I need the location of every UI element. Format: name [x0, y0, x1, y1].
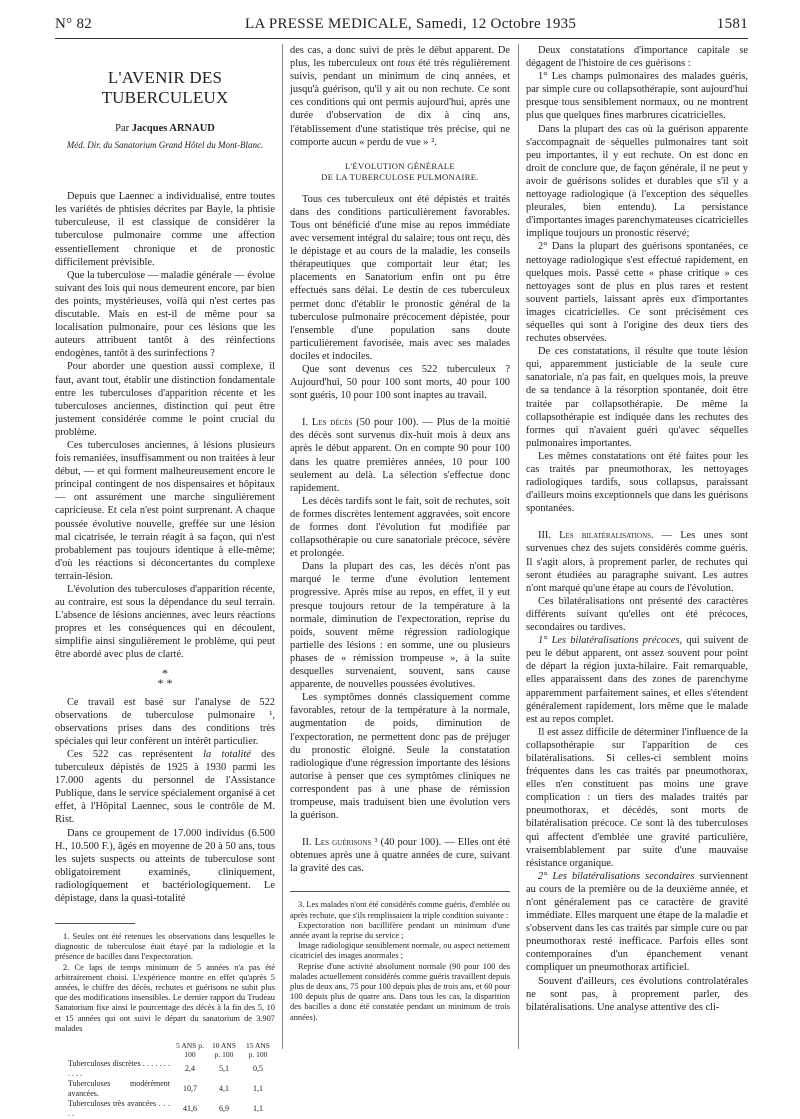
paragraph: Dans la plupart des cas où la guérison apparente s'accompagnait de séquelles pulmonaires tant soit peu importantes, il y eut rechute. On est donc en droit de conclure que, de façon générale, il ne peut y avoir de guérisons solides et durables que s'il y a nettoyage radiologique (à l'exception des séquelles pleurales, bien entendu). La persistance d'importantes images parenchymateuses cicatricielles implique toujours un pronostic réservé;: [526, 123, 749, 240]
paragraph: I. Les décès (50 pour 100). — Plus de la moitié des décès sont survenus dix-huit mois à deux ans après le début apparent. On en compte 90 pour 100 dans les quatre premières années, 10 pour 100 seulement au delà. La sélection s'effectue donc rapidement.: [290, 417, 510, 494]
author-affiliation: Méd. Dir. du Sanatorium Grand Hôtel du Mont-Blanc.: [66, 140, 264, 151]
footnote-3a: Expectoration non bacillifère pendant un minimum d'une année avant la reprise du service ;: [290, 920, 510, 941]
table-header: 15 ANS p. 100: [246, 1041, 270, 1059]
table-row: Tuberculoses très avancées . . . . . 41,6 6,9 1,1: [68, 1099, 263, 1119]
paragraph: Tous ces tuberculeux ont été dépistés et traités dans des conditions particulièrement favorables. Tous ont bénéficié d'une mise au repos immédiate avec versement intégral du salaire; tous ont reçu, dès le dépistage et au cours de la maladie, les conseils thérapeutiques que comportait leur état; les placements en Sanatorium enfin ont pu être effectués sans délai. Le destin de ces tuberculeux permet donc d'établir le pronostic général de la tuberculose pulmonaire précocement dépistée, pour l'ensemble d'une population sans doute particulièrement favorisée, mais avec ses malades dociles et indociles.: [290, 193, 510, 362]
paragraph: Il est assez difficile de déterminer l'influence de la collapsothérapie sur l'apparition de ces bilatéralisations. Si celles-ci semblent moins fréquentes dans les cas traités par pneumothorax, elles n'en constituent pas moins une grave complication : un tiers des malades traités par pneumothorax, et décédés, sont morts de bilatéralisation précoce. Ce sont là des tuberculoses qui affectent d'emblée une gravité particulière, vraisemblablement par suite d'une mauvaise résistance organique.: [526, 726, 748, 869]
paragraph: Ce travail est basé sur l'analyse de 522 observations de tuberculose pulmonaire ¹, observations prises dans des conditions très spéciales qui leur confèrent un intérêt particulier.: [55, 696, 275, 747]
footnotes: [290, 900, 510, 1022]
paragraph: 2° Les bilatéralisations secondaires surviennent au cours de la première ou de la deuxième année, et n'ont généralement pas ce caractère de gravité immédiate. Elles marquent une étape de la maladie et s'observent dans les cas traités par simple cure ou par pneumothorax resté inefficace. Parfois elles sont contemporaines d'un épanchement venant compliquer un pneumothorax artificiel.: [526, 870, 749, 974]
footnote-3b: Image radiologique sensiblement normale, ou aspect nettement cicatriciel des images anormales ;: [290, 941, 510, 961]
footnote-3: 3. Les malades n'ont été considérés comme guéris, d'emblée ou après rechute, que s'ils remplissaient la triple condition suivante :: [290, 900, 510, 920]
paragraph: Souvent d'ailleurs, ces évolutions controlatérales ne sont pas, à proprement parler, des bilatéralisations. Une analyse attentive des cli-: [526, 975, 748, 1013]
page-number: 1581: [716, 16, 748, 32]
footnote-rule: [290, 891, 510, 892]
paragraph: Ces tuberculoses anciennes, à lésions plusieurs fois remaniées, insuffisamment ou non traitées à leur début, — et qui forment malheureusement encore le principal contingent de nos dispensaires et hôpitaux — ont assurément une marche singulièrement capricieuse. Et cela n'est point surprenant. A chaque poussée évolutive nouvelle, greffée sur une lésion mal cicatrisée, le terrain réagit à sa façon, qui n'est probablement pas toujours identique à elle-même; d'où les réactions si déconcertantes du complexe terrain-lésion.: [55, 439, 275, 582]
table-header: 10 ANS p. 100: [212, 1041, 236, 1059]
paragraph: Ces 522 cas représentent la totalité des tuberculeux dépistés de 1925 à 1930 parmi les 17.000 agents du personnel de l'Assistance Publique, dans le service spécialement organisé à cet effet, à l'Hôpital Laennec, sous le contrôle de M. Rist.: [55, 748, 276, 826]
paragraph: Ces bilatéralisations ont présenté des caractères différents suivant qu'elles ont été précoces, secondaires ou tardives.: [526, 595, 748, 634]
footnotes: [55, 932, 275, 1119]
footnote-rule: [55, 923, 135, 924]
paragraph: 1° Les champs pulmonaires des malades guéris, par simple cure ou collapsothérapie, sont aujourd'hui presque tous sensiblement normaux, ou ne montrent plus que quelques fines marbrures cicatricielles.: [526, 71, 748, 122]
column-3: [526, 44, 748, 1014]
footnote-2: 2. Ce laps de temps minimum de 5 années n'a pas été arbitrairement choisi. L'expérience montre en effet qu'après 5 années, le chiffre des décès, rechutes et guérisons ne subit plus que des modifications insensibles. Le dernier rapport du Trudeau Sanatorium fixe ainsi le pourcentage des décès à la fin des 5, 10 et 15 années qui ont suivi le départ du sanatorium de 3.907 malades: [55, 962, 275, 1033]
paragraph: Dans la plupart des cas, les décès n'ont pas marqué le terme d'une évolution lentement progressive. Après mise au repos, en effet, il y eut presque toujours retour de la température à la normale, diminution de l'expectoration, reprise du poids, souvent même régression radiologique partielle des lésions : en somme, une ou plusieurs phases de « rémission trompeuse », à la suite desquelles survenaient, souvent, sans cause apparente, de nouvelles poussées évolutives.: [290, 561, 510, 691]
paragraph: Depuis que Laennec a individualisé, entre toutes les variétés de phtisies décrites par Bayle, la phtisie tuberculeuse, il est classique de considérer la tuberculose pulmonaire comme une affection essentiellement chronique et de pronostic difficilement prévisible.: [55, 191, 275, 268]
paragraph: De ces constatations, il résulte que toute lésion qui, apparemment justiciable de la seule cure sanatoriale, n'a pas fait, en quelques mois, la preuve de sa tendance à la résorption spontanée, doit être traitée par collapsothérapie. De même la collapsothérapie est indiquée dans les rechutes des formes qui n'avaient guéri qu'avec séquelles pulmonaires importantes.: [526, 346, 748, 449]
footnote-3c: Reprise d'une activité absolument normale (90 pour 100 des malades actuellement considérés comme guéris travaillent depuis plus de deux ans, 75 pour 100 depuis plus de trois ans, et 60 pour 100 depuis plus de quatre ans. Dans tous les cas, la disparition des bacilles a donc été constatée pendant un minimum de trois années).: [290, 961, 510, 1022]
paragraph: Les symptômes donnés classiquement comme favorables, retour de la température à la normale, augmentation de poids, diminution de l'expectoration, ne permettent donc pas de préjuger du pronostic éloigné. Seule la constatation radiologique d'une régression importante des lésions autorise à penser que ces symptômes cliniques ne correspondent pas à une phase de rémission trompeuse, mais traduisent bien une évolution vers la guérison.: [290, 692, 510, 822]
footnote-table: [65, 1042, 275, 1119]
column-1: [55, 48, 275, 1119]
paragraph: Dans ce groupement de 17.000 individus (6.500 H., 10.500 F.), âgés en moyenne de 20 à 50 ans, tous les sujets suspects ou atteints de tuberculose sont obligatoirement examinés, cliniquement, radiologiquement et bactériologiquement. Le dépistage, dans la quasi-totalité: [55, 827, 275, 904]
paragraph: Que la tuberculose — maladie générale — évolue suivant des lois qui nous demeurent encore, par bien des points, mystérieuses, voilà qui n'est certes pas discutable. Mais en est-il de même pour sa localisation pulmonaire, pour ces lésions que les auteurs attribuent tantôt à des réinfections endogènes, tantôt à des surinfections ?: [55, 269, 275, 360]
article-title: L'AVENIR DES TUBERCULEUX: [101, 68, 229, 107]
paragraph: III. Les bilatéralisations. — Les unes sont survenues chez des sujets considérés comme guéris. Il s'agit alors, à proprement parler, de rechutes qui seront étudiées au paragraphe suivant. Les autres n'ont marqué qu'une étape au cours de l'évolution.: [526, 530, 748, 594]
column-divider-1: [282, 44, 283, 1049]
table-header: 5 ANS p. 100: [176, 1041, 204, 1059]
article-author: Par Jacques ARNAUD: [115, 123, 215, 134]
paragraph: L'évolution des tuberculoses d'apparition récente, au contraire, est sous la dépendance du seul terrain. L'absence de lésions anciennes, avec leurs réactions propres et les conséquences qui en découlent, simplifie ainsi singulièrement le problème, qui peut être abordé avec plus de clarté.: [55, 584, 275, 661]
column-divider-2: [518, 44, 519, 1049]
header-rule: [55, 38, 748, 39]
paragraph: Que sont devenus ces 522 tuberculeux ? Aujourd'hui, 50 pour 100 sont morts, 40 pour 100 sont guéris, 10 pour 100 sont inaptes au travail.: [290, 363, 510, 402]
paragraph: 2° Dans la plupart des guérisons spontanées, ce nettoyage radiologique s'est effectué rapidement, en quelques mois. Passé cette « phase critique » ces nettoyages sont de plus en plus rares et restent souvent partiels, laissant après eux d'importantes images cicatricielles. Ce sont précisément ces séquelles qui sont à l'origine des deux tiers des rechutes observées.: [526, 241, 748, 345]
paragraph: Les décès tardifs sont le fait, soit de rechutes, soit de formes discrètes lentement aggravées, soit encore de formes dont l'évolution fut modifiée par collapsothérapie ou cure sanatoriale précoce, sévère et prolongée.: [290, 495, 510, 560]
footnote-1: 1. Seules ont été retenues les observations dans lesquelles le diagnostic de tuberculose était étayé par la radiologie et la présence de bacilles dans l'expectoration.: [55, 932, 275, 962]
paragraph: Les mêmes constatations ont été faites pour les cas traités par pneumothorax, les nettoyages radiologiques tardifs, sous collapsus, paraissant d'ailleurs moins exceptionnels que dans les guérisons spontanées.: [526, 450, 748, 515]
paragraph: des cas, a donc suivi de près le début apparent. De plus, les tuberculeux ont tous été très régulièrement suivis, pendant un minimum de cinq années, et jusqu'à guérison, qu'il y ait ou non rechute. Ce sont ces conditions qui ont permis aujourd'hui, après une durée d'observation de dix à cinq ans, l'établissement d'une statistique très précise, qui ne comporte aucun « perdu de vue » ².: [290, 45, 510, 148]
column-2: [290, 44, 510, 1023]
table-row: Tuberculoses discrètes . . . . . . . . . . . 2,4 5,1 0,5: [68, 1059, 263, 1079]
journal-title: LA PRESSE MEDICALE, Samedi, 12 Octobre 1935: [245, 16, 577, 32]
paragraph: 1° Les bilatéralisations précoces, qui suivent de peu le début apparent, ont assez souvent pour point de départ la région juxta-hilaire. Fait remarquable, elles apparaissent dans des zones de parenchyme apparemment parfaitement saines, et elles s'étendent généralement rapidement, lors même que le malade est au repos complet.: [526, 635, 748, 725]
issue-number: N° 82: [55, 16, 93, 32]
paragraph: Deux constatations d'importance capitale se dégagent de l'histoire de ces guérisons :: [526, 45, 748, 70]
page-header: [55, 16, 748, 38]
section-heading: L'ÉVOLUTION GÉNÉRALE DE LA TUBERCULOSE PULMONAIRE.: [321, 160, 479, 182]
paragraph: II. Les guérisons ³ (40 pour 100). — Elles ont été obtenues après une à quatre années de cure, suivant la gravité des cas.: [290, 837, 511, 875]
table-row: Tuberculoses modérément avancées. 10,7 4,1 1,1: [68, 1079, 263, 1099]
paragraph: Pour aborder une question aussi complexe, il faut, avant tout, établir une distinction fondamentale entre les tuberculoses d'apparition récente et les tuberculoses anciennes, distinction qui peut être justement considérée comme le point crucial du problème.: [55, 361, 275, 438]
section-stars: * * *: [157, 665, 173, 690]
